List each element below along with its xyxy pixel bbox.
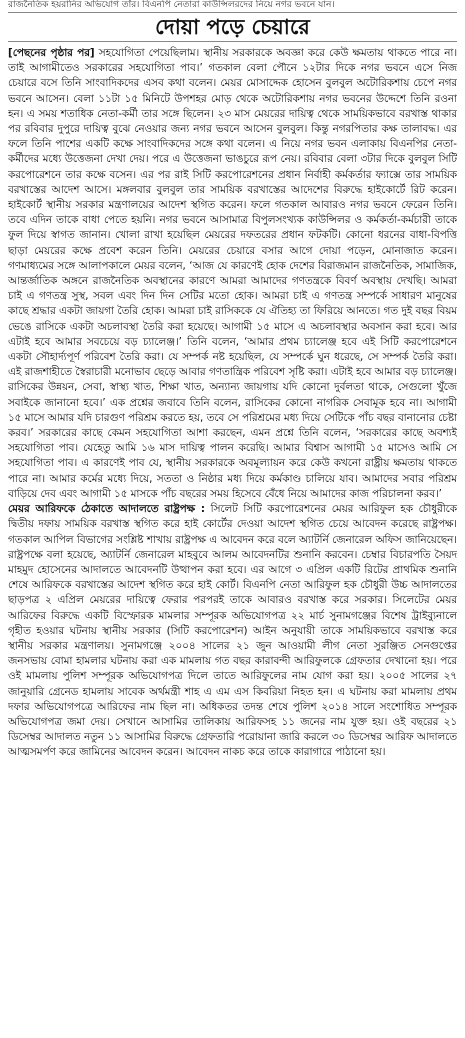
article-paragraph-1: [8, 46, 457, 502]
paragraph-2-text: সিলেট সিটি করপোরেশনের মেয়র আরিফুল হক চৌধুরীকে দ্বিতীয় দফায় সাময়িক বরখাস্ত স্থগিত করে হাই কোর্টের দেওয়া আদেশ স্থগিত চেয়ে আবেদন করেছে রাষ্ট্রপক্ষ। গতকাল আপিল বিভাগের সংশ্লিষ্ট শাখায় রাষ্ট্রপক্ষ এ আবেদন করে বলে অ্যাটর্নি জেনারেল অফিস জানিয়েছেন। রাষ্ট্রপক্ষে বলা হয়েছে, অ্যাটর্নি জেনারেল মাহবুবে আলম আবেদনটির শুনানি করবেন। চেম্বার বিচারপতি সৈয়দ মাহমুদ হোসেনের আদালতে আবেদনটি উত্থাপন করা হবে। এর আগে ৩ এপ্রিল একটি রিটের প্রাথমিক শুনানি শেষে আরিফকে বরখাস্তের আদেশ স্থগিত করে হাই কোর্ট। বিএনপি নেতা আরিফুল হক চৌধুরী উচ্চ আদালতের ছাড়পত্র ২ এপ্রিল মেয়রের দায়িত্বে ফেরার পরপরই তাকে আবারও বরখাস্ত করে সরকার। সিলেটের মেয়র আরিফের বিরুদ্ধে একটি বিস্ফোরক মামলার সম্পূরক অভিযোগপত্র ২২ মার্চ সুনামগঞ্জের বিশেষ ট্রাইব্যুনালে গৃহীত হওয়ার ঘটনায় স্থানীয় সরকার (সিটি করপোরেশন) আইন অনুযায়ী তাকে সাময়িকভাবে বরখাস্ত করে স্থানীয় সরকার মন্ত্রণালয়। সুনামগঞ্জে ২০০৪ সালের ২১ জুন আওয়ামী লীগ নেতা সুরঞ্জিত সেনগুপ্তের জনসভায় বোমা হামলার ঘটনায় করা এক মামলায় গত বছর কারাবন্দী আরিফুলকে গ্রেফতার দেখানো হয়। পরে ওই মামলায় পুলিশ সম্পূরক অভিযোগপত্র দিলে তাতে আরিফুলের নাম যোগ করা হয়। ২০০৫ সালের ২৭ জানুয়ারি গ্রেনেড হামলায় সাবেক অর্থমন্ত্রী শাহ এ এম এস কিবরিয়া নিহত হন। এ ঘটনায় করা মামলায় প্রথম দফার অভিযোগপত্রে আরিফের নাম ছিল না। অধিকতর তদন্ত শেষে পুলিশ ২০১৪ সালে সংশোধিত সম্পূরক অভিযোগপত্র জমা দেয়। সেখানে আসামির তালিকায় আরিফসহ ১১ জনের নাম যুক্ত হয়। ওই বছরের ২১ ডিসেম্বর আদালত নতুন ১১ আসামির বিরুদ্ধে গ্রেফতারি পরোয়ানা জারি করলে ৩০ ডিসেম্বর আরিফ আদালতে আত্মসমর্পণ করে জামিনের আবেদন করেন। আবেদন নাকচ করে তাকে কারাগারে পাঠানো হয়।: [8, 503, 457, 759]
article-paragraph-2: [8, 502, 457, 760]
newspaper-clipping: [8, 0, 457, 1030]
section-subhead: মেয়র আরিফকে ঠেকাতে আদালতে রাষ্ট্রপক্ষ :: [8, 503, 206, 516]
article-body: [8, 46, 457, 761]
continued-from-label: [পেছনের পৃষ্ঠার পর]: [8, 47, 95, 59]
previous-article-fragment: রাজনৈতিক হয়রানির অভিযোগ তাঁর। বিএনপি নেতারা কাউন্সিলরদের নিয়ে নগর ভবনে যান।: [8, 0, 335, 10]
article-headline: দোয়া পড়ে চেয়ারে: [8, 12, 457, 42]
paragraph-1-text: সহযোগিতা পেয়েছিলাম। স্থানীয় সরকারকে অবজ্ঞা করে কেউ ক্ষমতায় থাকতে পারে না। তাই আগামীতেও সরকারের সহযোগিতা পাব।’ গতকাল বেলা পৌনে ১২টার দিকে নগর ভবনে এসে নিজ চেয়ারে বসে তিনি সাংবাদিকদের এসব কথা বলেন। মেয়র মোসাদ্দেক হোসেন বুলবুল অটোরিকশায় চেপে নগর ভবনে আসেন। বেলা ১১টা ১৫ মিনিটে উপশহর মোড় থেকে অটোরিকশায় নগর ভবনের উদ্দেশে তিনি রওনা হন। এ সময় শতাধিক নেতা-কর্মী তার সঙ্গে ছিলেন। ২৩ মাস মেয়রের দায়িত্ব থেকে সাময়িকভাবে বরখাস্ত থাকার পর রবিবার দুপুরে দায়িত্ব বুঝে নেওয়ার জন্য নগর ভবনে আসেন বুলবুল। কিন্তু নগরপিতার কক্ষ তালাবদ্ধ। এর ফলে তিনি পাশের একটি কক্ষে সাংবাদিকদের সঙ্গে কথা বলেন। এ নিয়ে নগর ভবন এলাকায় বিএনপির নেতা-কর্মীদের মধ্যে উত্তেজনা দেখা দেয়। পরে এ উত্তেজনা ভাঙচুরে রূপ নেয়। রবিবার বেলা ৩টার দিকে বুলবুল সিটি করপোরেশনে তার কক্ষে বসেন। এর পর রাই সিটি করপোরেশনের প্রধান নির্বাহী কর্মকর্তার ফ্যাক্সে তার সাময়িক বরখাস্তের আদেশ আসে। মঙ্গলবার বুলবুল তার সাময়িক বরখাস্তের আদেশের বিরুদ্ধে হাইকোর্টে রিট করেন। হাইকোর্ট স্থানীয় সরকার মন্ত্রণালয়ের আদেশ স্থগিত করেন। ফলে গতকাল আবারও নগর ভবনে ফেরেন তিনি। তবে এদিন তাকে বাধা পেতে হয়নি। নগর ভবনে আসামাত্র বিপুলসংখ্যক কাউন্সিলর ও কর্মকর্তা-কর্মচারী তাকে ফুল দিয়ে স্বাগত জানান। খোলা রাখা হয়েছিল মেয়রের দফতরের প্রধান ফটকটি। কোনো ধরনের বাধা-বিপত্তি ছাড়া মেয়রের কক্ষে প্রবেশ করেন তিনি। মেয়রের চেয়ারে বসার আগে দোয়া পড়েন, মোনাজাত করেন। গণমাধ্যমের সঙ্গে আলাপকালে মেয়র বলেন, ‘আজ যে কারণেই হোক দেশের বিরাজমান রাজনৈতিক, সামাজিক, আন্তর্জাতিক অঙ্গনে রাজনৈতিক অবস্থানের কারণে আমরা আমাদের গণতন্ত্রকে বিবর্ণ অবস্থায় দেখছি। আমরা চাই এ গণতন্ত্র সুস্থ, সবল এবং দিন দিন সেটির মতো হোক। আমরা চাই এ গণতন্ত্র সম্পর্কে সাধারণ মানুষের কাছে শ্রদ্ধার একটা জায়গা তৈরি হোক। আমরা চাই রাসিককে যে ঐতিহ্য তা ফিরিয়ে আনতে। গত দুই বছর বিয়ম ভেঙে রাসিকে একটা অচলাবস্থা তৈরি করা হয়েছে। আগামী ১৫ মাসে এ অচলাবস্থার অবসান করা হবে। আর এটাই হবে আমার সবচেয়ে বড় চ্যালেঞ্জ।’ তিনি বলেন, ‘আমার প্রথম চ্যালেঞ্জ হবে এই সিটি করপোরেশনে একটা সৌহার্দ্যপূর্ণ পরিবেশ তৈরি করা। যে সম্পর্ক নষ্ট হয়েছিল, যে সম্পর্কে ঘুন ধরেছে, সে সম্পর্ক তৈরি করা। এই রাজশাহীতে স্বৈরাচারী মনোভাব ছেড়ে আবার গণতান্ত্রিক পরিবেশ সৃষ্টি করা। এটাই হবে আমার বড় চ্যালেঞ্জ। রাসিকের উন্নয়ন, সেবা, স্বাস্থ্য খাত, শিক্ষা খাত, অন্যান্য জায়গায় যদি কোনো দুর্বলতা থাকে, সেগুলো খুঁজে সবাইকে জানানো হবে।’ এক প্রশ্নের জবাবে তিনি বলেন, রাসিকের কোনো নাগরিক সেবামূক হবে না। আগামী ১৫ মাসে আমার যদি চারগুণ পরিশ্রম করতে হয়, তবে সে পরিশ্রমের মধ্য দিয়ে সেটিকে পাঁচ বছর বানানোর চেষ্টা করব।’ সরকারের কাছে কেমন সহযোগিতা আশা করছেন, এমন প্রশ্নে তিনি বলেন, ‘সরকারের কাছে অবশ্যই সহযোগিতা পাব। যেহেতু আমি ১৬ মাস দায়িত্ব পালন করেছি। আমার বিশ্বাস আগামী ১৫ মাসেও আমি সে সহযোগিতা পাব। এ কারণেই পাব যে, স্থানীয় সরকারকে অবমূল্যায়ন করে কেউ কখনো রাষ্ট্রীয় ক্ষমতায় থাকতে পারে না। আমার কর্মের মধ্যে দিয়ে, সততা ও নিষ্ঠার মধ্য দিয়ে কর্মকাণ্ড চালিয়ে যাব। আমাদের সবার পরিশ্রম বাড়িয়ে দেব এবং আগামী ১৫ মাসকে পাঁচ বছরের সময় হিসেবে বেঁধে নিয়ে আমাদের কাজ পরিচালনা করব।’: [8, 47, 457, 500]
